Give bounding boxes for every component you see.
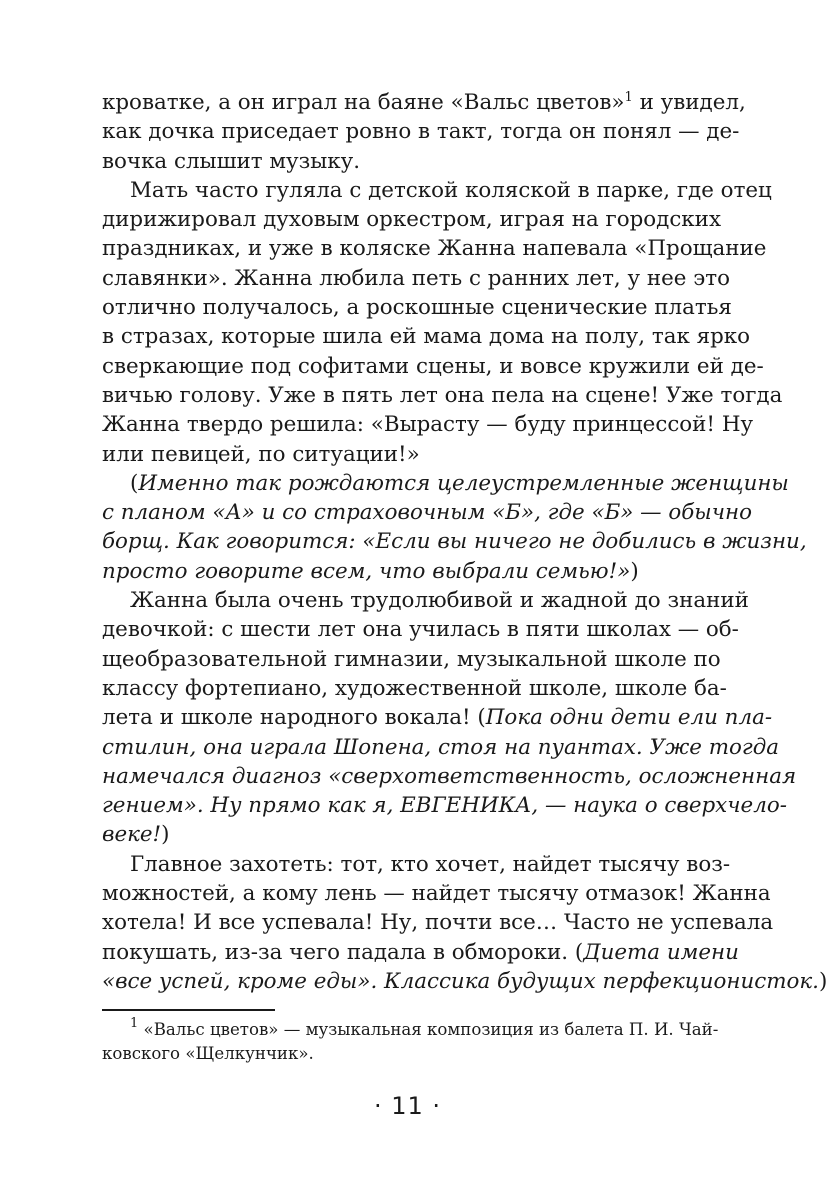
paragraph-2 xyxy=(102,176,783,469)
footnote-marker: 1 xyxy=(130,1016,139,1031)
text-line: просто говорите всем, что выбрали семью!») xyxy=(102,558,639,584)
text-line: Жанна была очень трудолюбивой и жадной до знаний xyxy=(130,588,749,614)
text-line: щеобразовательной гимназии, музыкальной школе по xyxy=(102,646,721,672)
footnote-line: $^1$ «Вальс цветов» — музыкальная композиция из балета П. И. Чай- xyxy=(130,1016,719,1039)
text-line: покушать, из-за чего падала в обмороки. (Диета имени xyxy=(102,939,739,965)
footnote-line: ковского «Щелкунчик». xyxy=(102,1044,314,1063)
text-line: праздниках, и уже в коляске Жанна напевала «Прощание xyxy=(102,236,767,262)
page-number: · 11 · xyxy=(373,1092,442,1120)
text-line: девочкой: с шести лет она училась в пяти школах — об- xyxy=(102,617,739,643)
text-line: гением». Ну прямо как я, ЕВГЕНИКА, — наука о сверхчело- xyxy=(102,793,787,819)
text-line: классу фортепиано, художественной школе, школе ба- xyxy=(102,675,727,701)
text-line: в стразах, которые шила ей мама дома на полу, так ярко xyxy=(102,324,751,350)
footnote xyxy=(102,1016,719,1066)
paragraph-4 xyxy=(102,586,797,850)
footnote-divider xyxy=(102,1009,275,1011)
text-line: лета и школе народного вокала! (Пока одни дети ели пла- xyxy=(102,705,773,731)
text-line: вочка слышит музыку. xyxy=(102,148,361,174)
text-line: (Именно так рождаются целеустремленные женщины xyxy=(130,470,789,496)
text-line: борщ. Как говорится: «Если вы ничего не добились в жизни, xyxy=(102,529,807,555)
text-line: Мать часто гуляла с детской коляской в парке, где отец xyxy=(130,177,772,203)
text-line: сверкающие под софитами сцены, и вовсе кружили ей де- xyxy=(102,353,764,379)
text-line: отлично получалось, а роскошные сценические платья xyxy=(102,295,732,321)
text-line: с планом «А» и со страховочным «Б», где «Б» — обычно xyxy=(102,500,753,526)
text-line: Главное захотеть: тот, кто хочет, найдет тысячу воз- xyxy=(130,851,731,877)
main-text xyxy=(102,88,827,996)
text-line: веке!) xyxy=(102,822,170,848)
text-line: славянки». Жанна любила петь с ранних лет, у нее это xyxy=(102,265,730,291)
paragraph-5 xyxy=(102,850,827,996)
paragraph-1 xyxy=(102,88,746,176)
text-line: или певицей, по ситуации!» xyxy=(102,441,420,467)
text-line: как дочка приседает ровно в такт, тогда он понял — де- xyxy=(102,119,740,145)
text-line: вичью голову. Уже в пять лет она пела на сцене! Уже тогда xyxy=(102,382,783,408)
text-line: стилин, она играла Шопена, стоя на пуантах. Уже тогда xyxy=(102,734,780,760)
footnote-reference[interactable]: 1 xyxy=(624,90,633,105)
paragraph-3-aside xyxy=(102,469,807,586)
text-line: «все успей, кроме еды». Классика будущих перфекционисток.) xyxy=(102,968,827,994)
text-line: намечался диагноз «сверхответственность, осложненная xyxy=(102,763,797,789)
text-line: хотела! И все успевала! Ну, почти все… Часто не успевала xyxy=(102,910,774,936)
text-line: Жанна твердо решила: «Вырасту — буду принцессой! Ну xyxy=(102,412,754,438)
text-line: кроватке, а он играл на баяне «Вальс цветов»$^1$ и увидел, xyxy=(102,90,746,115)
text-line: можностей, а кому лень — найдет тысячу отмазок! Жанна xyxy=(102,881,771,907)
text-line: дирижировал духовым оркестром, играя на городских xyxy=(102,207,722,233)
